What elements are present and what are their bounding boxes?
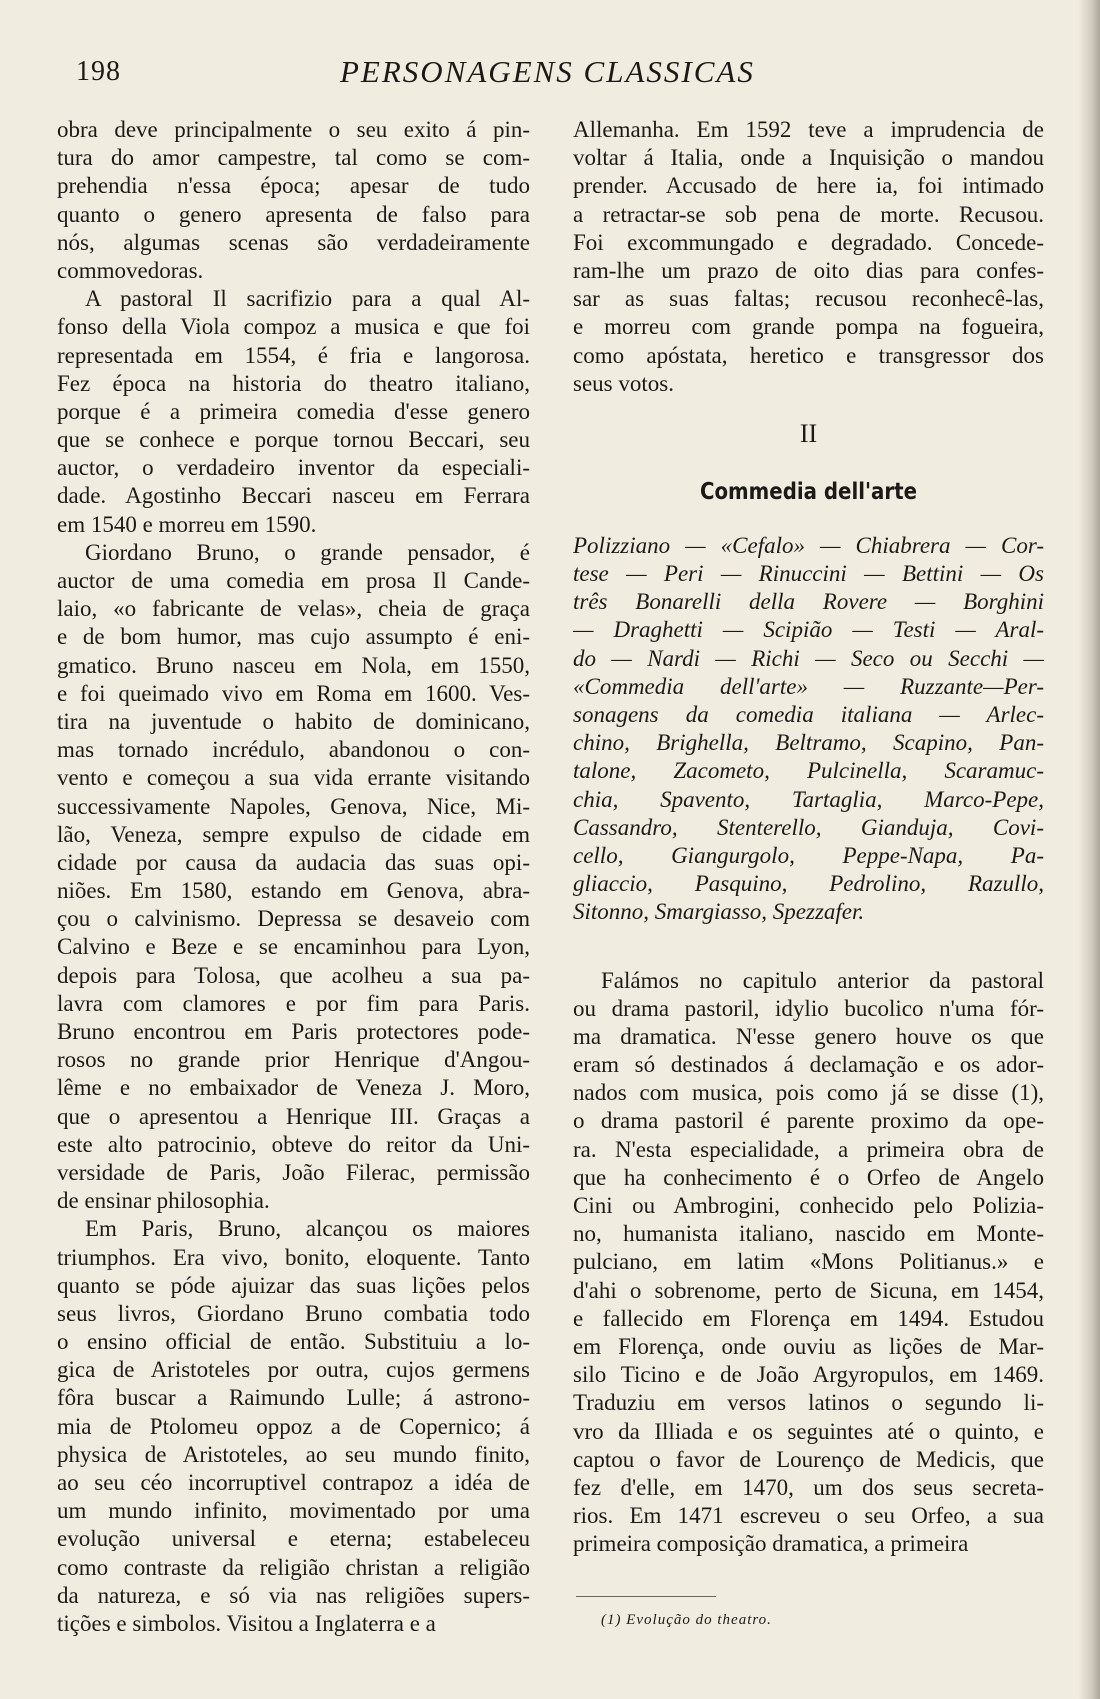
text-line: e morreu com grande pompa na fogueira,	[573, 314, 1044, 340]
text-line: e fallecido em Florença em 1494. Estudou	[573, 1305, 1044, 1331]
summary-line: Sitonno, Smargiasso, Spezzafer.	[573, 899, 865, 925]
summary-line: gliaccio, Pasquino, Pedrolino, Razullo,	[573, 871, 1044, 897]
text-line: ram-lhe um prazo de oito dias para confes-	[573, 257, 1044, 283]
page-spine-shadow	[1078, 0, 1100, 1699]
text-line: dade. Agostinho Beccari nasceu em Ferrara	[57, 483, 530, 509]
text-line: prehendia n'essa época; apesar de tudo	[57, 173, 530, 199]
text-line: e foi queimado vivo em Roma em 1600. Ves-	[57, 680, 530, 706]
text-line: mas tornado incrédulo, abandonou o con-	[57, 737, 530, 763]
text-line: que ha conhecimento é o Orfeo de Angelo	[573, 1164, 1044, 1190]
text-line: rosos no grande prior Henrique d'Angou-	[57, 1047, 530, 1073]
text-line: triumphos. Era vivo, bonito, eloquente. Tanto	[57, 1244, 530, 1270]
text-line: um mundo infinito, movimentado por uma	[57, 1498, 530, 1524]
text-line: vro da Illiada e os seguintes até o quinto, e	[573, 1418, 1044, 1444]
text-line: da natureza, e só via nas religiões supers-	[57, 1582, 530, 1608]
page-number: 198	[76, 56, 121, 87]
text-line: fez d'elle, em 1470, um dos seus secreta-	[573, 1474, 1044, 1500]
text-line: gmatico. Bruno nasceu em Nola, em 1550,	[57, 652, 530, 678]
summary-line: talone, Zacometo, Pulcinella, Scaramuc-	[573, 758, 1044, 784]
text-line: no, humanista italiano, nascido em Monte-	[573, 1221, 1044, 1247]
text-line: Cini ou Ambrogini, conhecido pelo Polizia-	[573, 1193, 1044, 1218]
text-line: eram só destinados á declamação e os ador-	[573, 1052, 1044, 1078]
text-line: tura do amor campestre, tal como se com-	[57, 145, 530, 171]
summary-line: Polizziano — «Cefalo» — Chiabrera — Cor-	[573, 532, 1044, 558]
text-line: quanto o genero apresenta de falso para	[57, 201, 530, 227]
text-line: pulciano, em latim «Mons Politianus.» e	[573, 1249, 1044, 1275]
summary-line: sonagens da comedia italiana — Arlec-	[573, 702, 1044, 727]
text-line: Em Paris, Bruno, alcançou os maiores	[85, 1216, 530, 1242]
summary-line: do — Nardi — Richi — Seco ou Secchi —	[573, 645, 1044, 671]
text-line: fôra buscar a Raimundo Lulle; á astrono-	[57, 1385, 530, 1411]
summary-line: tese — Peri — Rinuccini — Bettini — Os	[573, 561, 1044, 587]
summary-line: — Draghetti — Scipião — Testi — Aral-	[573, 617, 1044, 643]
text-line: depois para Tolosa, que acolheu a sua pa-	[57, 962, 530, 988]
text-line: Traduziu em versos latinos o segundo li-	[573, 1390, 1044, 1416]
text-line: que o apresentou a Henrique III. Graças a	[57, 1103, 530, 1129]
text-line: captou o favor de Lourenço de Medicis, que	[573, 1446, 1044, 1472]
summary-line: chino, Brighella, Beltramo, Scapino, Pan-	[573, 730, 1044, 756]
text-line: çou o calvinismo. Depressa se desaveio com	[57, 906, 530, 932]
text-line: nós, algumas scenas são verdadeiramente	[57, 229, 530, 255]
left-column	[57, 116, 530, 1638]
right-column-continuation	[573, 116, 1044, 398]
text-line: Foi excommungado e degradado. Concede-	[573, 229, 1044, 255]
text-line: mia de Ptolomeu oppoz a de Copernico; á	[57, 1413, 530, 1439]
text-line: em 1540 e morreu em 1590.	[57, 511, 317, 537]
chapter-summary	[573, 532, 1044, 927]
section-gap	[573, 927, 1044, 967]
summary-line: «Commedia dell'arte» — Ruzzante—Per-	[573, 673, 1044, 699]
section-numeral: II	[799, 418, 818, 448]
text-line: lavra com clamores e por fim para Paris.	[57, 990, 530, 1016]
text-line: physica de Aristoteles, ao seu mundo finito,	[57, 1441, 530, 1467]
text-line: silo Ticino e de João Argyropulos, em 1469.	[573, 1362, 1044, 1388]
text-line: ma dramatica. N'esse genero houve os que	[573, 1023, 1044, 1049]
text-line: lême e no embaixador de Veneza J. Moro,	[57, 1075, 530, 1101]
text-line: Allemanha. Em 1592 teve a imprudencia de	[573, 117, 1044, 142]
text-line: prender. Accusado de here ia, foi intimado	[573, 173, 1044, 199]
text-line: cidade por causa da audacia das suas opi-	[57, 849, 530, 875]
text-line: rios. Em 1471 escreveu o seu Orfeo, a sua	[573, 1503, 1044, 1529]
summary-line: chia, Spavento, Tartaglia, Marco-Pepe,	[573, 786, 1044, 812]
text-line: evolução universal e eterna; estabeleceu	[57, 1526, 530, 1552]
text-line: seus votos.	[573, 370, 674, 396]
text-line: auctor, o verdadeiro inventor da especiali-	[57, 455, 530, 481]
text-line: Falámos no capitulo anterior da pastoral	[601, 967, 1044, 993]
text-line: voltar á Italia, onde a Inquisição o mandou	[573, 145, 1044, 171]
text-line: seus livros, Giordano Bruno combatia todo	[57, 1300, 530, 1326]
text-line: o drama pastoril é parente proximo da ope-	[573, 1108, 1044, 1134]
text-line: laio, «o fabricante de velas», cheia de graça	[57, 596, 530, 622]
text-line: representada em 1554, é fria e langorosa.	[57, 342, 530, 368]
text-line: ao seu céo incorruptivel contrapoz a idéa de	[57, 1470, 530, 1495]
text-line: gica de Aristoteles por outra, cujos germens	[57, 1357, 530, 1383]
summary-line: cello, Giangurgolo, Peppe-Napa, Pa-	[573, 842, 1044, 868]
text-line: ou drama pastoril, idylio bucolico n'uma fór-	[573, 995, 1044, 1021]
running-head: PERSONAGENS CLASSICAS	[340, 54, 755, 89]
footnote: (1) Evolução do theatro.	[601, 1612, 772, 1628]
text-line: de ensinar philosophia.	[57, 1188, 270, 1214]
text-line: d'ahi o sobrenome, perto de Sicuna, em 1454,	[573, 1277, 1044, 1303]
text-line: Bruno encontrou em Paris protectores pode-	[57, 1019, 530, 1044]
right-column	[573, 116, 1044, 1558]
text-line: obra deve principalmente o seu exito á pin-	[57, 117, 530, 142]
text-line: sar as suas faltas; recusou reconhecê-las,	[573, 286, 1044, 312]
text-line: tições e simbolos. Visitou a Inglaterra e a	[57, 1610, 436, 1636]
text-line: primeira composição dramatica, a primeira	[573, 1531, 969, 1557]
footnote-rule	[576, 1596, 716, 1597]
summary-line: Cassandro, Stenterello, Gianduja, Covi-	[573, 814, 1044, 840]
chapter-body	[573, 967, 1044, 1559]
text-line: nados com musica, pois como já se disse (1),	[573, 1080, 1044, 1106]
text-line: lão, Veneza, sempre expulso de cidade em	[57, 821, 530, 847]
text-line: auctor de uma comedia em prosa Il Cande-	[57, 568, 530, 593]
text-line: Giordano Bruno, o grande pensador, é	[85, 539, 530, 565]
text-line: fonso della Viola compoz a musica e que foi	[57, 314, 530, 340]
text-line: a retractar-se sob pena de morte. Recusou.	[573, 201, 1044, 227]
text-line: successivamente Napoles, Genova, Nice, Mi-	[57, 793, 530, 819]
text-line: tira na juventude o habito de dominicano,	[57, 708, 530, 734]
text-line: porque é a primeira comedia d'esse genero	[57, 398, 530, 424]
text-line: vento e começou a sua vida errante visitando	[57, 765, 530, 791]
text-line: em Florença, onde ouviu as lições de Mar-	[573, 1333, 1044, 1359]
text-line: ra. N'esta especialidade, a primeira obra de	[573, 1136, 1044, 1162]
section-title: Commedia dell'arte	[699, 478, 918, 505]
summary-line: três Bonarelli della Rovere — Borghini	[573, 589, 1044, 615]
text-line: e de bom humor, mas cujo assumpto é eni-	[57, 624, 530, 650]
text-line: Calvino e Beze e se encaminhou para Lyon,	[57, 934, 530, 960]
text-line: este alto patrocinio, obteve do reitor da Uni-	[57, 1131, 530, 1157]
text-line: que se conhece e porque tornou Beccari, seu	[57, 427, 530, 453]
text-line: quanto se póde ajuizar das suas lições pelos	[57, 1272, 530, 1298]
text-line: como apóstata, heretico e transgressor dos	[573, 342, 1044, 368]
text-line: niões. Em 1580, estando em Genova, abra-	[57, 878, 530, 904]
text-line: A pastoral Il sacrifizio para a qual Al-	[85, 286, 530, 312]
text-line: commovedoras.	[57, 257, 204, 283]
text-line: como contraste da religião christan a religião	[57, 1554, 530, 1580]
text-line: o ensino official de então. Substituiu a lo-	[57, 1329, 530, 1355]
text-line: versidade de Paris, João Filerac, permissão	[57, 1159, 530, 1185]
text-line: Fez época na historia do theatro italiano,	[57, 370, 530, 396]
